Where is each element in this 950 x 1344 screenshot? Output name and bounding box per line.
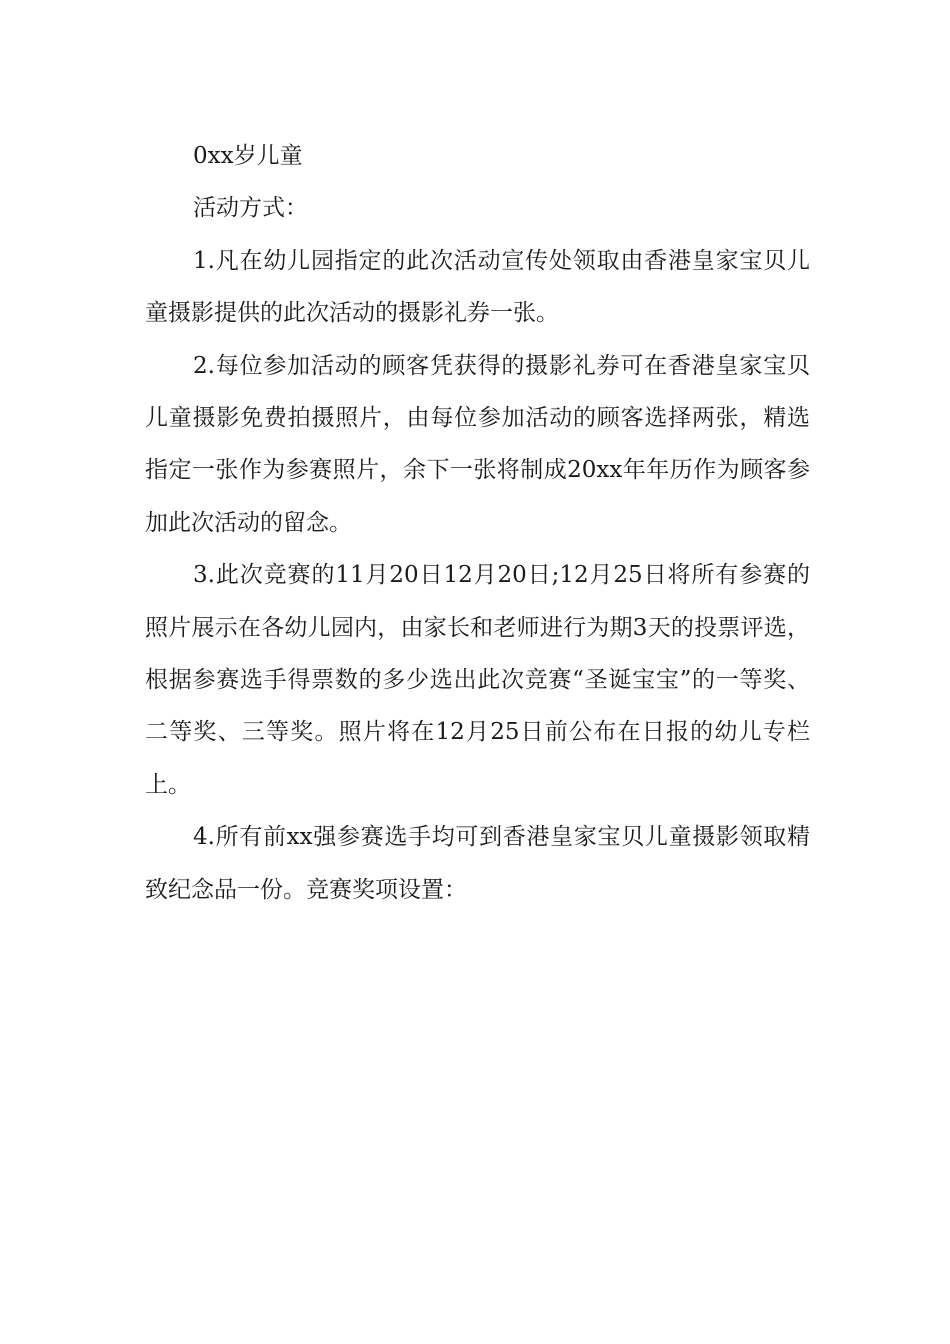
paragraph-item-3: 3.此次竞赛的11月20日12月20日;12月25日将所有参赛的照片展示在各幼儿园内，由家长和老师进行为期3天的投票评选，根据参赛选手得票数的多少选出此次竞赛“圣诞宝宝”的一等奖、二等奖、三等奖。照片将在12月25日前公布在日报的幼儿专栏上。 (145, 562, 810, 798)
paragraph-item-4: 4.所有前xx强参赛选手均可到香港皇家宝贝儿童摄影领取精致纪念品一份。竞赛奖项设置： (145, 824, 810, 903)
paragraph-activity-method-heading: 活动方式： (193, 195, 308, 222)
paragraph-item-1: 1.凡在幼儿园指定的此次活动宣传处领取由香港皇家宝贝儿童摄影提供的此次活动的摄影礼券一张。 (145, 247, 810, 327)
document-body (145, 130, 810, 916)
paragraph-item-2: 2.每位参加活动的顾客凭获得的摄影礼券可在香港皇家宝贝儿童摄影免费拍摄照片，由每位参加活动的顾客选择两张，精选指定一张作为参赛照片，余下一张将制成20xx年年历作为顾客参加此次活动的留念。 (145, 352, 810, 536)
paragraph-age-group: 0xx岁儿童 (193, 143, 303, 169)
